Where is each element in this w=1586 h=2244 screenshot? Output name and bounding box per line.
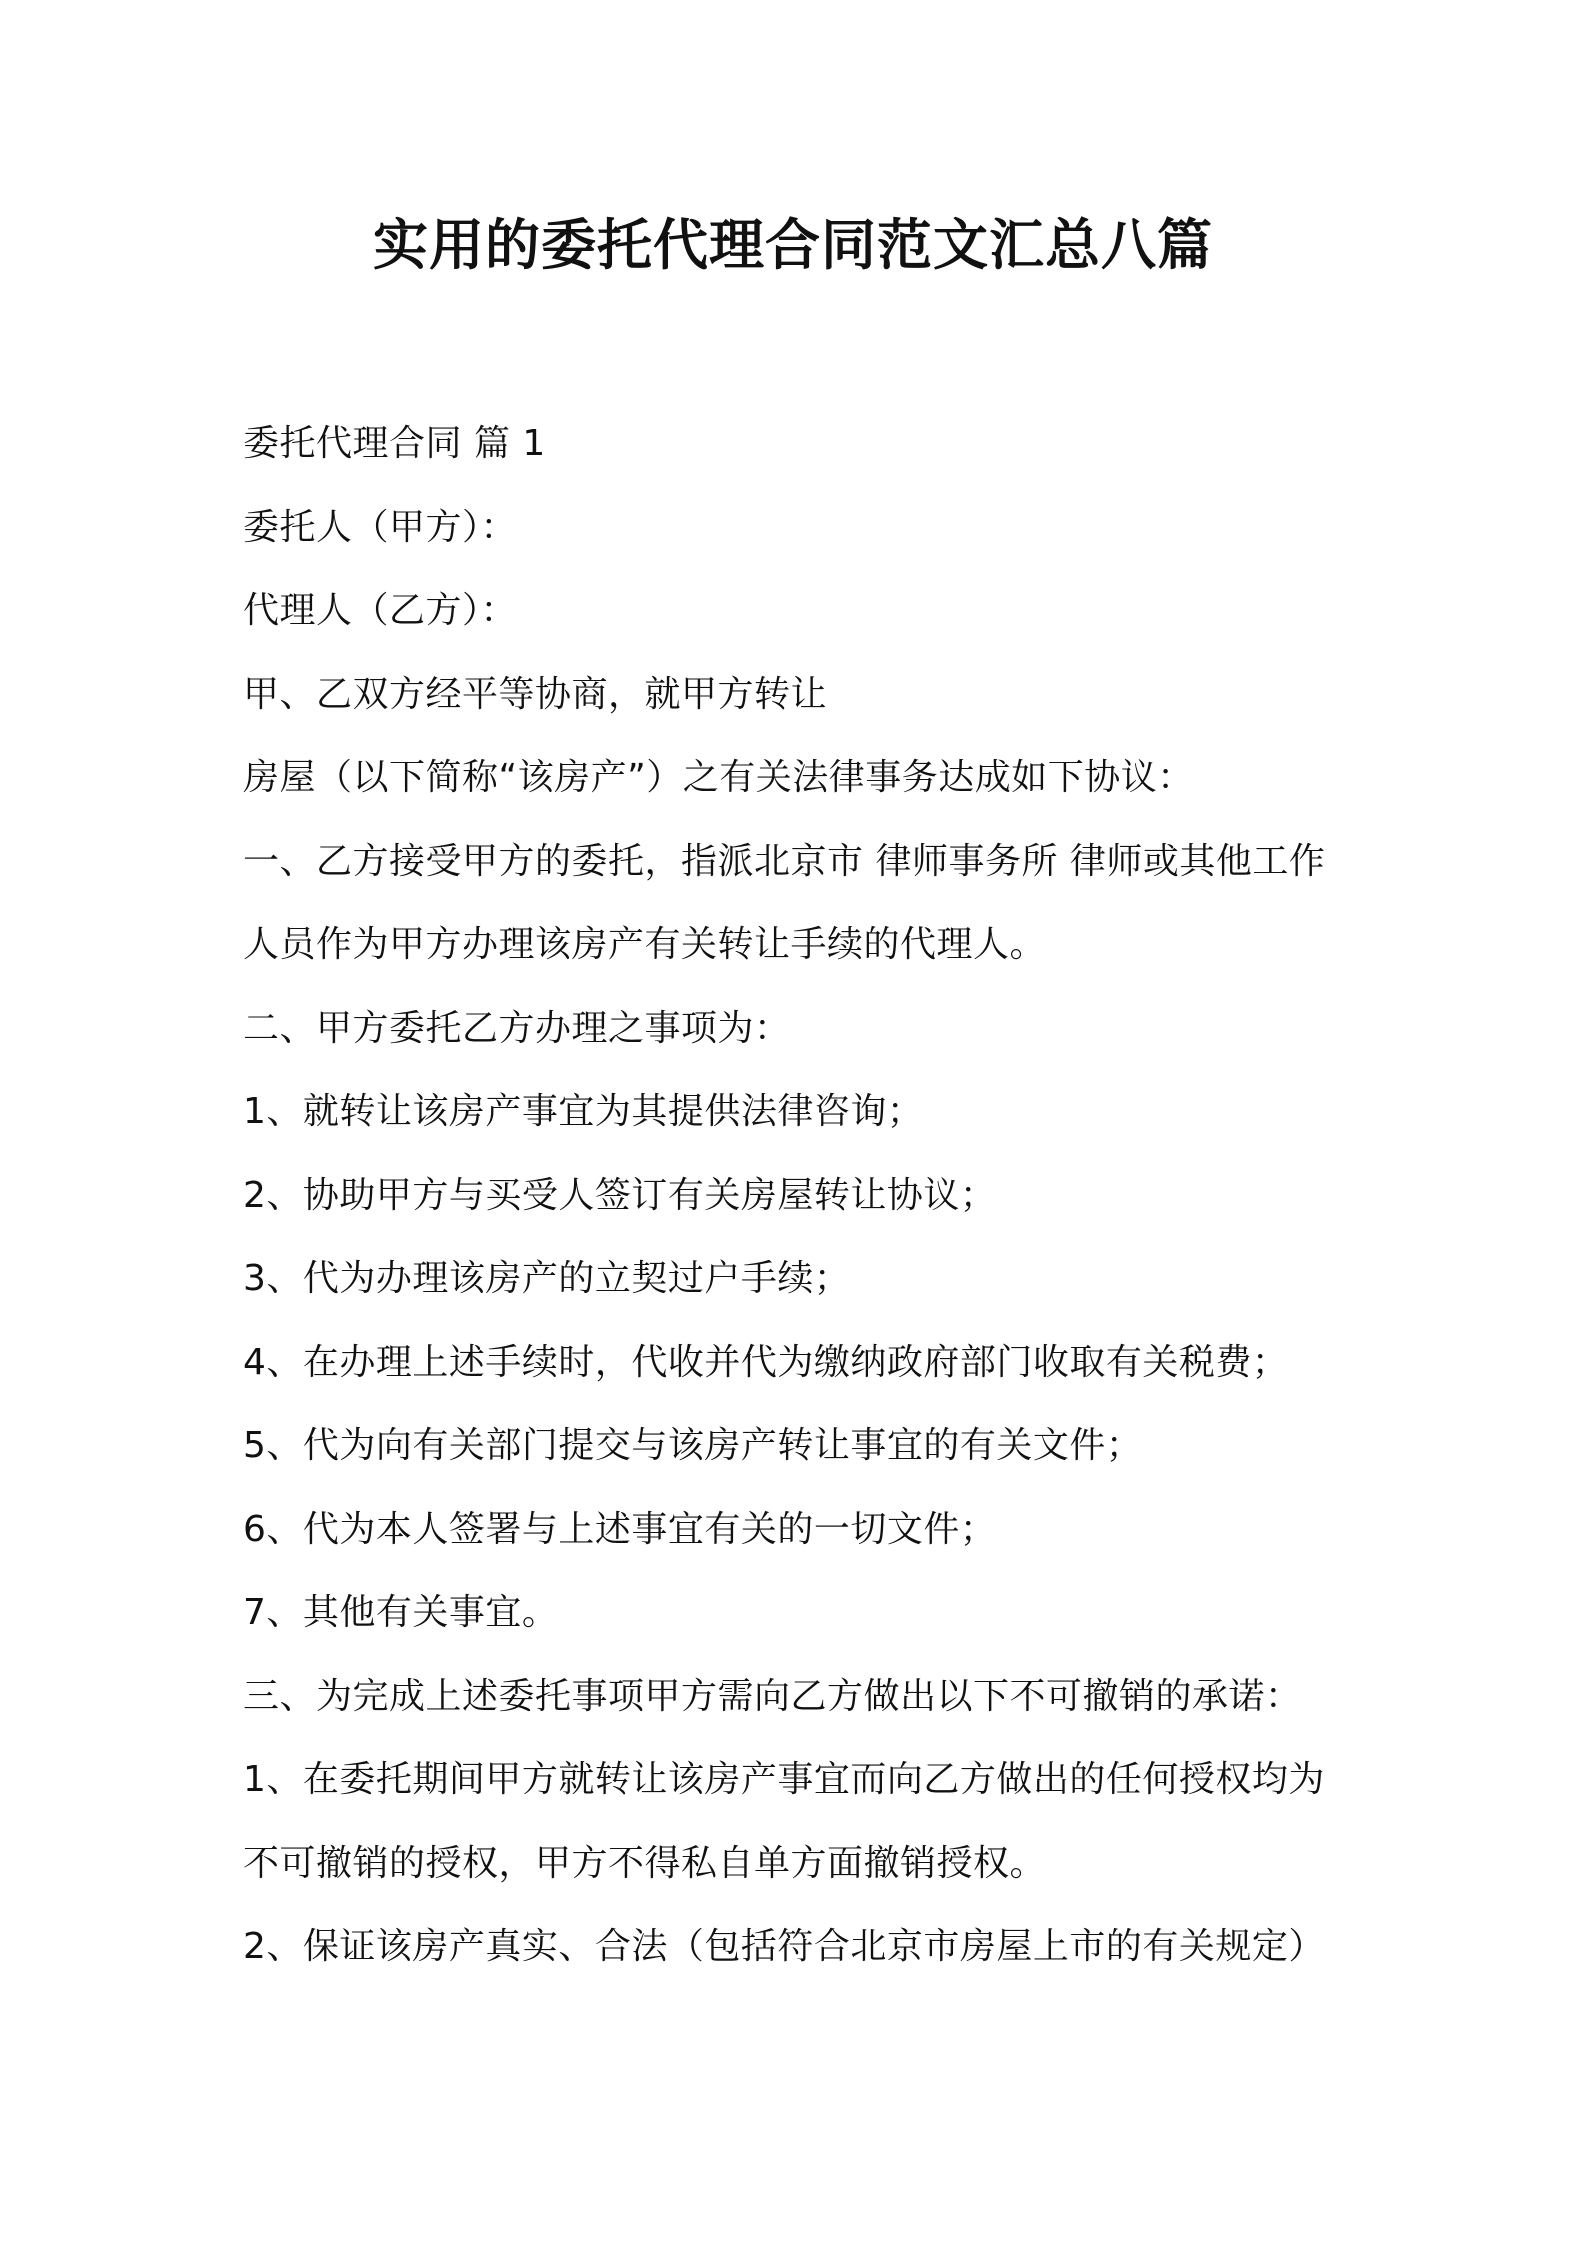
paragraph-line: 房屋（以下简称“该房产”）之有关法律事务达成如下协议： [243, 757, 1194, 798]
paragraph-line: 甲、乙双方经平等协商，就甲方转让 [243, 673, 828, 715]
clause-one-line: 一、乙方接受甲方的委托，指派北京市 律师事务所 律师或其他工作 [243, 840, 1326, 882]
list-item: 1、就转让该房产事宜为其提供法律咨询； [243, 1091, 924, 1132]
list-item: 7、其他有关事宜。 [243, 1592, 559, 1633]
section-heading: 委托代理合同 篇 1 [243, 423, 546, 464]
list-item: 4、在办理上述手续时，代收并代为缴纳政府部门收取有关税费； [243, 1341, 1289, 1383]
list-item: 1、在委托期间甲方就转让该房产事宜而向乙方做出的任何授权均为 [243, 1759, 1325, 1800]
clause-one-line: 人员作为甲方办理该房产有关转让手续的代理人。 [243, 924, 1047, 965]
list-item: 6、代为本人签署与上述事宜有关的一切文件； [243, 1508, 997, 1550]
list-item: 3、代为办理该房产的立契过户手续； [243, 1258, 851, 1299]
clause-three-heading: 三、为完成上述委托事项甲方需向乙方做出以下不可撤销的承诺： [243, 1675, 1302, 1717]
list-item: 2、协助甲方与买受人签订有关房屋转让协议； [243, 1174, 997, 1216]
document-body [243, 402, 1383, 1989]
document-title: 实用的委托代理合同范文汇总八篇 [372, 213, 1213, 277]
clause-two-heading: 二、甲方委托乙方办理之事项为： [243, 1007, 791, 1049]
list-item-continuation: 不可撤销的授权，甲方不得私自单方面撤销授权。 [243, 1842, 1047, 1884]
principal-line: 委托人（甲方）： [243, 506, 518, 548]
agent-line: 代理人（乙方）： [243, 590, 518, 631]
list-item: 2、保证该房产真实、合法（包括符合北京市房屋上市的有关规定） [243, 1926, 1325, 1967]
list-item: 5、代为向有关部门提交与该房产转让事宜的有关文件； [243, 1425, 1143, 1466]
